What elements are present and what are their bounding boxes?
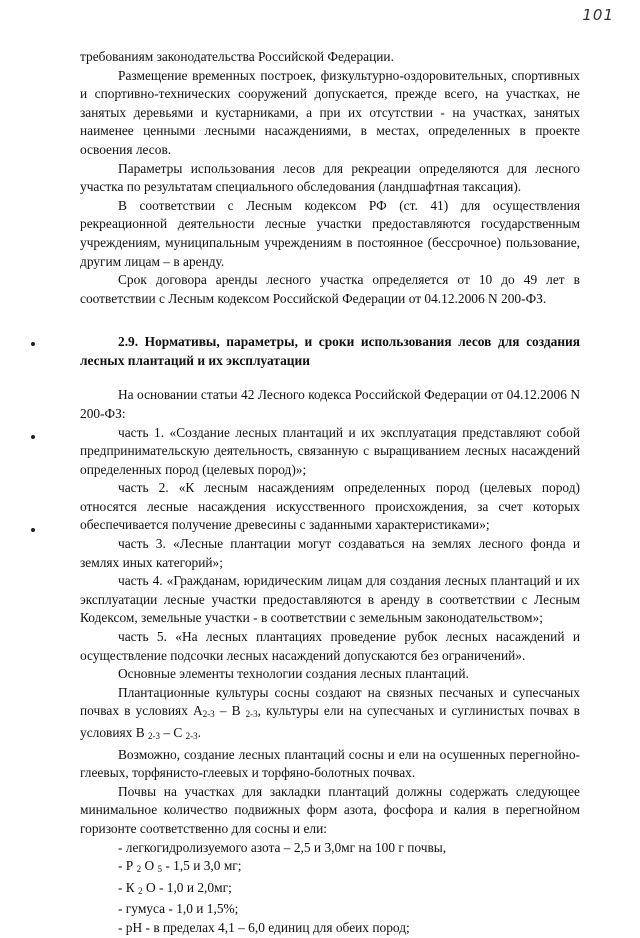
subscript: 2-3 xyxy=(202,709,215,720)
paragraph: Параметры использования лесов для рекреации определяются для лесного участка по результатам специального обследования (ландшафтная таксация). xyxy=(80,160,580,195)
text-run: - К xyxy=(118,879,139,895)
paragraph: Основные элементы технологии создания лесных плантаций. xyxy=(118,666,469,682)
list-item: - рН - в пределах 4,1 – 6,0 единиц для обеих пород; xyxy=(118,919,410,935)
text-run: . xyxy=(197,725,202,740)
paragraph: часть 1. «Создание лесных плантаций и их эксплуатация представляют собой предпринимательскую деятельность, связанную с выращиванием лесных насаждений определенных пород (целевых пород)»; xyxy=(80,424,580,477)
list-item: - гумуса - 1,0 и 1,5%; xyxy=(118,901,239,917)
paragraph: Срок договора аренды лесного участка определяется от 10 до 49 лет в соответствии с Лесным кодексом Российской Федерации от 04.12.2006 N 200-ФЗ. xyxy=(80,272,580,306)
subscript: 2 xyxy=(136,864,142,875)
subscript: 2-3 xyxy=(245,709,258,720)
subscript: 2-3 xyxy=(148,731,160,741)
subscript: 5 xyxy=(157,864,162,875)
paragraph: Почвы на участках для закладки плантаций должны содержать следующее минимальное количество подвижных форм азота, фосфора и калия в перегнойном горизонте соответственно для сосны и ели: xyxy=(80,783,580,836)
text-run: Плантационные культуры сосны создают на связных песчаных и супесчаных почвах в условиях А xyxy=(80,684,580,719)
paragraph: часть 2. «К лесным насаждениям определенных пород (целевых пород) относятся лесные насаждения искусственного происхождения, за счет которых обеспечивается получение древесины с заданными характеристиками»; xyxy=(80,480,580,533)
text-run: - 1,5 и 3,0 мг; xyxy=(161,858,242,874)
list-item xyxy=(80,857,580,879)
text-run: - Р xyxy=(118,858,137,874)
paragraph: часть 3. «Лесные плантации могут создаваться на землях лесного фонда и землях иных категорий»; xyxy=(80,536,580,570)
paragraph: В соответствии с Лесным кодексом РФ (ст. 41) для осуществления рекреационной деятельности лесные участки предоставляются государственным учреждениям, муниципальным учреждениям в постоянное (бессрочное) пользование, другим лицам – в аренду. xyxy=(80,197,580,269)
paragraph xyxy=(80,684,580,746)
text-run: – С xyxy=(160,725,186,740)
paragraph: часть 4. «Гражданам, юридическим лицам для создания лесных плантаций и их эксплуатации лесные участки предоставляются в аренду в соответствии с Лесным Кодексом, земельные участки - в соответствии с земельным законодательством»; xyxy=(80,573,580,626)
text-run: О - 1,0 и 2,0мг; xyxy=(142,879,232,895)
paragraph: На основании статьи 42 Лесного кодекса Российской Федерации от 04.12.2006 N 200-ФЗ: xyxy=(80,387,580,421)
text-run: , культуры ели на супесчаных и суглинистых почвах в условиях В xyxy=(80,703,581,740)
page-number: 101 xyxy=(582,6,614,24)
list-item xyxy=(80,879,580,901)
paragraph: часть 5. «На лесных плантациях проведение рубок лесных насаждений и осуществление подсочки лесных насаждений допускаются без ограничений». xyxy=(80,629,580,663)
paragraph: требованиям законодательства Российской Федерации. xyxy=(80,49,394,64)
subscript: 2 xyxy=(138,885,143,896)
paragraph: Размещение временных построек, физкультурно-оздоровительных, спортивных и спортивно-технических сооружений допускается, прежде всего, на участках, не занятых деревьями и кустарниками, а при их отсутствии - на участках, занятых наименее ценными лесными насаждениями, в местах, определенных в проекте освоения лесов. xyxy=(80,67,580,157)
paragraph: Возможно, создание лесных плантаций сосны и ели на осушенных перегнойно-глеевых, торфянисто-глеевых и торфяно-болотных почвах. xyxy=(80,746,580,781)
text-run: О xyxy=(141,858,158,874)
margin-mark xyxy=(31,435,35,439)
subscript: 2-3 xyxy=(185,731,198,741)
list-item: - легкогидролизуемого азота – 2,5 и 3,0мг на 100 г почвы, xyxy=(118,839,447,855)
section-heading: 2.9. Нормативы, параметры, и сроки использования лесов для создания лесных плантаций и их эксплуатации xyxy=(80,334,580,369)
document-body xyxy=(80,48,580,938)
margin-mark xyxy=(31,342,35,346)
margin-mark xyxy=(31,528,35,532)
text-run: – В xyxy=(214,703,246,719)
